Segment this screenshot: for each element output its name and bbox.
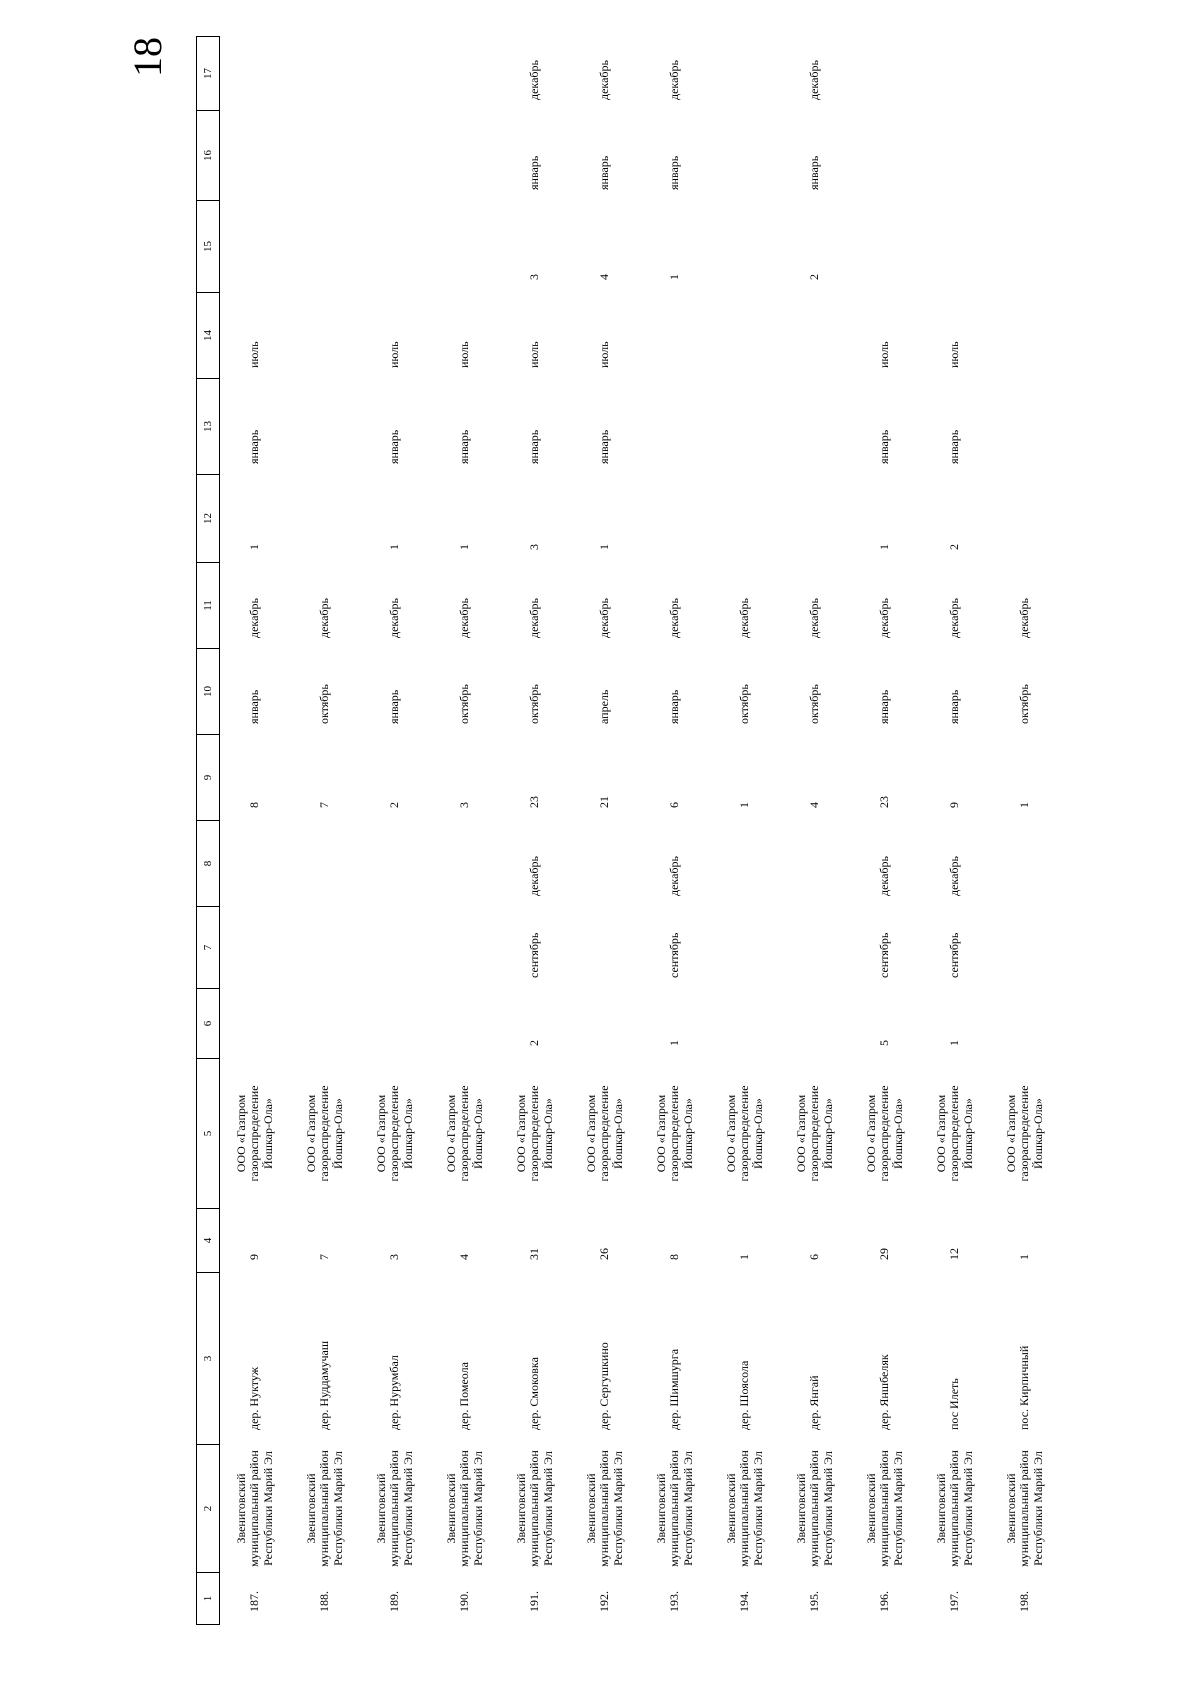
month-cell: декабрь: [667, 60, 682, 100]
month-cell: январь: [247, 429, 262, 464]
count-cell: [290, 475, 360, 563]
table-row: [430, 37, 500, 1625]
table-row: [570, 37, 640, 1625]
month-cell: [710, 111, 780, 201]
table-row: [850, 37, 920, 1625]
month-cell: январь: [877, 689, 892, 724]
operator-cell: ООО «Газпром газораспределение Йошкар-Ола»: [793, 1085, 835, 1182]
count-cell: 2: [527, 1040, 542, 1046]
column-number: 12: [197, 475, 220, 563]
month-cell: [990, 821, 1060, 907]
row-number-cell: 190.: [457, 1591, 472, 1612]
month-cell: [290, 111, 360, 201]
table-row: [920, 37, 990, 1625]
month-cell: [220, 821, 291, 907]
month-cell: декабрь: [667, 598, 682, 638]
month-cell: сентябрь: [877, 932, 892, 978]
count-cell: 6: [667, 802, 682, 808]
month-cell: декабрь: [1017, 598, 1032, 638]
district-cell: Звениговский муниципальный район Республики Марий Эл: [723, 1450, 765, 1567]
row-number-cell: 195.: [807, 1591, 822, 1612]
month-cell: июль: [877, 341, 892, 368]
month-cell: декабрь: [877, 598, 892, 638]
table-row: [710, 37, 780, 1625]
column-number: 8: [197, 821, 220, 907]
month-cell: [360, 37, 430, 111]
month-cell: [360, 907, 430, 989]
count-cell: [920, 201, 990, 293]
count-cell: [430, 201, 500, 293]
month-cell: декабрь: [527, 60, 542, 100]
month-cell: [920, 37, 990, 111]
count-cell: 2: [807, 274, 822, 280]
count-cell: [430, 989, 500, 1059]
district-cell: Звениговский муниципальный район Республики Марий Эл: [583, 1450, 625, 1567]
settlement-cell: дер. Смоковка: [527, 1357, 542, 1430]
table-row: [500, 37, 570, 1625]
month-cell: [990, 293, 1060, 379]
column-number-row: [197, 37, 220, 1625]
count-cell: 1: [387, 544, 402, 550]
count-cell: [710, 201, 780, 293]
district-cell: Звениговский муниципальный район Республики Марий Эл: [863, 1450, 905, 1567]
count-cell: 26: [597, 1248, 612, 1260]
operator-cell: ООО «Газпром газораспределение Йошкар-Ола»: [723, 1085, 765, 1182]
settlement-cell: дер. Сергушкино: [597, 1342, 612, 1430]
settlement-cell: дер. Шоясола: [737, 1360, 752, 1430]
month-cell: [290, 821, 360, 907]
month-cell: июль: [457, 341, 472, 368]
count-cell: 1: [667, 274, 682, 280]
month-cell: [290, 293, 360, 379]
month-cell: апрель: [597, 689, 612, 724]
month-cell: декабрь: [597, 598, 612, 638]
month-cell: январь: [527, 155, 542, 190]
count-cell: 7: [317, 1254, 332, 1260]
count-cell: 23: [527, 796, 542, 808]
month-cell: декабрь: [527, 598, 542, 638]
month-cell: [920, 111, 990, 201]
operator-cell: ООО «Газпром газораспределение Йошкар-Ола»: [933, 1085, 975, 1182]
row-number-cell: 193.: [667, 1591, 682, 1612]
settlement-cell: пос Илеть: [947, 1378, 962, 1430]
month-cell: октябрь: [457, 684, 472, 724]
table-row: [780, 37, 850, 1625]
month-cell: [570, 907, 640, 989]
month-cell: декабрь: [807, 60, 822, 100]
row-number-cell: 191.: [527, 1591, 542, 1612]
month-cell: октябрь: [527, 684, 542, 724]
settlement-cell: дер. Нуддамучаш: [317, 1340, 332, 1430]
settlement-cell: дер. Янгай: [807, 1375, 822, 1430]
month-cell: январь: [597, 429, 612, 464]
district-cell: Звениговский муниципальный район Республики Марий Эл: [1003, 1450, 1045, 1567]
count-cell: [220, 201, 291, 293]
month-cell: декабрь: [317, 598, 332, 638]
month-cell: октябрь: [1017, 684, 1032, 724]
month-cell: [710, 37, 780, 111]
count-cell: 1: [457, 544, 472, 550]
count-cell: [990, 989, 1060, 1059]
column-number: 10: [197, 649, 220, 735]
month-cell: июль: [527, 341, 542, 368]
settlement-cell: дер. Шимшурга: [667, 1348, 682, 1430]
month-cell: декабрь: [947, 598, 962, 638]
count-cell: [640, 475, 710, 563]
count-cell: 3: [387, 1254, 402, 1260]
month-cell: [430, 907, 500, 989]
month-cell: декабрь: [807, 598, 822, 638]
count-cell: [360, 201, 430, 293]
table-row: [990, 37, 1060, 1625]
row-number-cell: 194.: [737, 1591, 752, 1612]
count-cell: 1: [737, 802, 752, 808]
month-cell: [780, 293, 850, 379]
column-number: 9: [197, 735, 220, 821]
month-cell: декабрь: [527, 856, 542, 896]
month-cell: июль: [247, 341, 262, 368]
operator-cell: ООО «Газпром газораспределение Йошкар-Ола»: [513, 1085, 555, 1182]
settlement-cell: дер. Помеола: [457, 1362, 472, 1430]
count-cell: [990, 475, 1060, 563]
month-cell: январь: [947, 429, 962, 464]
column-number: 1: [197, 1573, 220, 1625]
count-cell: 3: [457, 802, 472, 808]
district-cell: Звениговский муниципальный район Республики Марий Эл: [513, 1450, 555, 1567]
month-cell: [850, 111, 920, 201]
district-cell: Звениговский муниципальный район Республики Марий Эл: [443, 1450, 485, 1567]
month-cell: декабрь: [667, 856, 682, 896]
column-number: 13: [197, 379, 220, 475]
count-cell: 5: [877, 1040, 892, 1046]
month-cell: сентябрь: [527, 932, 542, 978]
table-row: [360, 37, 430, 1625]
month-cell: [990, 907, 1060, 989]
month-cell: декабрь: [247, 598, 262, 638]
month-cell: январь: [527, 429, 542, 464]
column-number: 15: [197, 201, 220, 293]
month-cell: [290, 907, 360, 989]
count-cell: 1: [1017, 802, 1032, 808]
count-cell: 1: [737, 1254, 752, 1260]
count-cell: 1: [597, 544, 612, 550]
month-cell: сентябрь: [667, 932, 682, 978]
month-cell: январь: [597, 155, 612, 190]
row-number-cell: 189.: [387, 1591, 402, 1612]
month-cell: октябрь: [807, 684, 822, 724]
month-cell: декабрь: [877, 856, 892, 896]
count-cell: 3: [527, 274, 542, 280]
table-body: [220, 37, 1061, 1625]
month-cell: сентябрь: [947, 932, 962, 978]
count-cell: 4: [457, 1254, 472, 1260]
count-cell: 9: [247, 1254, 262, 1260]
count-cell: 1: [667, 1040, 682, 1046]
month-cell: [640, 293, 710, 379]
count-cell: 6: [807, 1254, 822, 1260]
count-cell: [780, 475, 850, 563]
count-cell: 4: [807, 802, 822, 808]
month-cell: [430, 111, 500, 201]
operator-cell: ООО «Газпром газораспределение Йошкар-Ола»: [583, 1085, 625, 1182]
month-cell: [850, 37, 920, 111]
month-cell: июль: [597, 341, 612, 368]
month-cell: [990, 111, 1060, 201]
month-cell: [710, 907, 780, 989]
column-number: 17: [197, 37, 220, 111]
month-cell: [710, 293, 780, 379]
operator-cell: ООО «Газпром газораспределение Йошкар-Ола»: [443, 1085, 485, 1182]
month-cell: июль: [387, 341, 402, 368]
count-cell: 2: [947, 544, 962, 550]
row-number-cell: 198.: [1017, 1591, 1032, 1612]
count-cell: [990, 201, 1060, 293]
count-cell: 3: [527, 544, 542, 550]
row-number-cell: 187.: [247, 1591, 262, 1612]
district-cell: Звениговский муниципальный район Республики Марий Эл: [933, 1450, 975, 1567]
count-cell: [710, 475, 780, 563]
column-number: 14: [197, 293, 220, 379]
count-cell: [780, 989, 850, 1059]
column-number: 5: [197, 1059, 220, 1209]
count-cell: 8: [247, 802, 262, 808]
count-cell: [220, 989, 291, 1059]
month-cell: [290, 379, 360, 475]
table-row: [640, 37, 710, 1625]
month-cell: [220, 907, 291, 989]
month-cell: [290, 37, 360, 111]
month-cell: декабрь: [387, 598, 402, 638]
row-number-cell: 196.: [877, 1591, 892, 1612]
count-cell: 1: [877, 544, 892, 550]
month-cell: [360, 111, 430, 201]
month-cell: декабрь: [597, 60, 612, 100]
month-cell: январь: [457, 429, 472, 464]
operator-cell: ООО «Газпром газораспределение Йошкар-Ола»: [1003, 1085, 1045, 1182]
month-cell: январь: [247, 689, 262, 724]
column-number: 2: [197, 1445, 220, 1573]
month-cell: [570, 821, 640, 907]
count-cell: [290, 989, 360, 1059]
month-cell: [220, 37, 291, 111]
month-cell: январь: [667, 155, 682, 190]
count-cell: 21: [597, 796, 612, 808]
column-number: 7: [197, 907, 220, 989]
month-cell: [710, 379, 780, 475]
month-cell: [640, 379, 710, 475]
count-cell: 2: [387, 802, 402, 808]
column-number: 4: [197, 1209, 220, 1273]
month-cell: январь: [667, 689, 682, 724]
month-cell: [780, 821, 850, 907]
operator-cell: ООО «Газпром газораспределение Йошкар-Ола»: [653, 1085, 695, 1182]
month-cell: [780, 907, 850, 989]
count-cell: 1: [1017, 1254, 1032, 1260]
month-cell: октябрь: [737, 684, 752, 724]
page-number: 18: [125, 37, 170, 77]
count-cell: [360, 989, 430, 1059]
operator-cell: ООО «Газпром газораспределение Йошкар-Ола»: [373, 1085, 415, 1182]
district-cell: Звениговский муниципальный район Республики Марий Эл: [233, 1450, 275, 1567]
settlement-cell: дер. Нуктуж: [247, 1367, 262, 1430]
count-cell: 7: [317, 802, 332, 808]
operator-cell: ООО «Газпром газораспределение Йошкар-Ола»: [233, 1085, 275, 1182]
column-number: 11: [197, 563, 220, 649]
count-cell: 31: [527, 1248, 542, 1260]
district-cell: Звениговский муниципальный район Республики Марий Эл: [793, 1450, 835, 1567]
month-cell: [990, 37, 1060, 111]
gasification-schedule-table: [196, 36, 1060, 1625]
month-cell: январь: [877, 429, 892, 464]
operator-cell: ООО «Газпром газораспределение Йошкар-Ола»: [303, 1085, 345, 1182]
count-cell: 9: [947, 802, 962, 808]
settlement-cell: дер. Яншбеляк: [877, 1354, 892, 1430]
month-cell: январь: [387, 689, 402, 724]
table-row: [290, 37, 360, 1625]
month-cell: [990, 379, 1060, 475]
month-cell: декабрь: [947, 856, 962, 896]
month-cell: октябрь: [317, 684, 332, 724]
month-cell: декабрь: [457, 598, 472, 638]
count-cell: [570, 989, 640, 1059]
month-cell: [220, 111, 291, 201]
month-cell: [430, 821, 500, 907]
settlement-cell: пос. Кирпичный: [1017, 1345, 1032, 1430]
count-cell: [290, 201, 360, 293]
month-cell: июль: [947, 341, 962, 368]
table-row: [220, 37, 291, 1625]
month-cell: [780, 379, 850, 475]
row-number-cell: 188.: [317, 1591, 332, 1612]
row-number-cell: 192.: [597, 1591, 612, 1612]
month-cell: [430, 37, 500, 111]
month-cell: [360, 821, 430, 907]
count-cell: 4: [597, 274, 612, 280]
district-cell: Звениговский муниципальный район Республики Марий Эл: [373, 1450, 415, 1567]
operator-cell: ООО «Газпром газораспределение Йошкар-Ола»: [863, 1085, 905, 1182]
row-number-cell: 197.: [947, 1591, 962, 1612]
month-cell: [710, 821, 780, 907]
column-number: 3: [197, 1273, 220, 1445]
settlement-cell: дер. Нурумбал: [387, 1355, 402, 1430]
column-number: 16: [197, 111, 220, 201]
count-cell: 29: [877, 1248, 892, 1260]
column-number: 6: [197, 989, 220, 1059]
month-cell: январь: [387, 429, 402, 464]
count-cell: [850, 201, 920, 293]
count-cell: 8: [667, 1254, 682, 1260]
count-cell: 12: [947, 1248, 962, 1260]
count-cell: 1: [947, 1040, 962, 1046]
count-cell: 23: [877, 796, 892, 808]
month-cell: январь: [947, 689, 962, 724]
count-cell: [710, 989, 780, 1059]
count-cell: 1: [247, 544, 262, 550]
month-cell: декабрь: [737, 598, 752, 638]
district-cell: Звениговский муниципальный район Республики Марий Эл: [303, 1450, 345, 1567]
month-cell: январь: [807, 155, 822, 190]
district-cell: Звениговский муниципальный район Республики Марий Эл: [653, 1450, 695, 1567]
